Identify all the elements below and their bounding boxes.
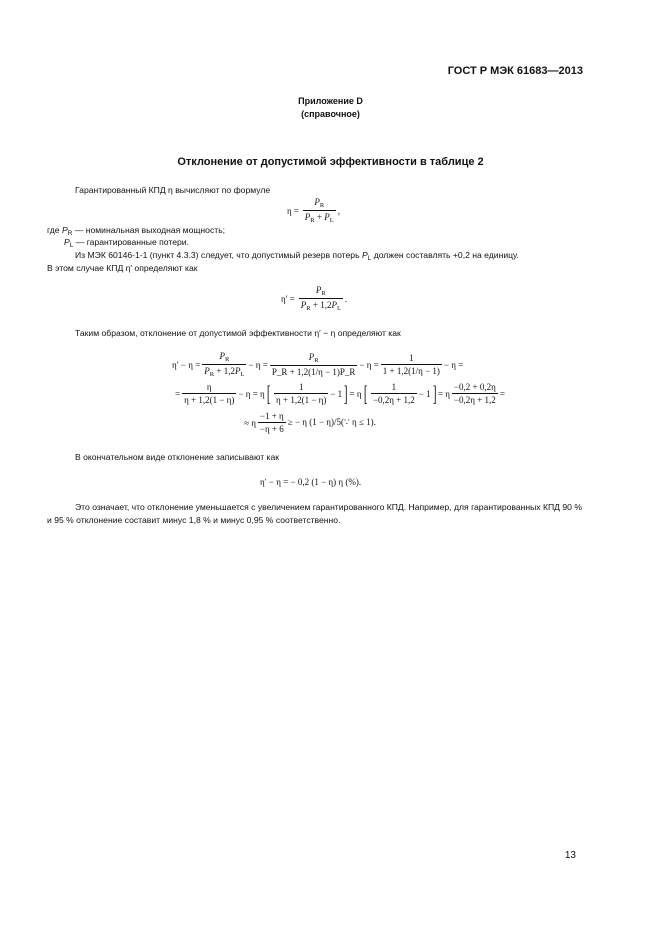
definition-pl: $P_L$ — гарантированные потери. (64, 237, 189, 249)
appendix-subtitle: (справочное) (301, 109, 360, 119)
formula-eta-prime: η′ = $\frac{P_R}{P_R + 1,2P_L}$ . (281, 285, 348, 312)
eta-symbol: η (287, 205, 292, 216)
paragraph-2: Из МЭК 60146-1-1 (пункт 4.3.3) следует, что допустимый резерв потерь $P_L$ должен составлять +0,2 на единицу. (75, 250, 519, 262)
paragraph-1: Гарантированный КПД η вычисляют по формуле (75, 185, 271, 195)
equals-sign: = (293, 205, 299, 216)
page-number: 13 (564, 850, 576, 861)
document-code: ГОСТ Р МЭК 61683—2013 (447, 65, 583, 77)
fraction: $\frac{P_R}{P_R + 1,2P_L}$ (300, 285, 341, 312)
fraction: $\frac{1}{1 + 1,2(1/\eta - 1)}$ (382, 353, 440, 376)
formula-deviation-row-3: ≈ η $\frac{-1 + \eta}{-\eta + 6}$ ≥ − η (1 − η)/5(∵ η ≤ 1). (244, 411, 376, 434)
fraction: $\frac{\eta}{\eta + 1,2(1 - \eta)}$ (184, 382, 235, 405)
fraction: $\frac{P_R}{P\_R + 1,2(1/\eta - 1)P\_R}$ (271, 352, 356, 377)
fraction: $\frac{1}{-0,2\eta + 1,2}$ (372, 382, 415, 405)
formula-deviation-row-2: = $\frac{\eta}{\eta + 1,2(1 - \eta)}$ − η = η [ $\frac{1}{\eta + 1,2(1 - \eta)}$ − 1 ] = η [ $\frac{1}{-0,2\eta + 1,2}$ − 1 ] = η $\frac{-0,2 + 0,2\eta}{-0,2\eta + 1,2}$ = (175, 380, 505, 406)
fraction: $\frac{-1 + \eta}{-\eta + 6}$ (259, 411, 284, 434)
paragraph-5: В окончательном виде отклонение записывают как (75, 452, 280, 462)
paragraph-3: В этом случае КПД η′ определяют как (47, 263, 198, 273)
fraction: $\frac{-0,2 + 0,2\eta}{-0,2\eta + 1,2}$ (453, 382, 496, 405)
appendix-title: Приложение D (298, 96, 363, 106)
formula-deviation-row-1: η′ − η = $\frac{P_R}{P_R + 1,2P_L}$ − η = $\frac{P_R}{P\_R + 1,2(1/\eta - 1)P\_R}$ − η = $\frac{1}{1 + 1,2(1/\eta - 1)}$ − η = (172, 351, 464, 378)
fraction: $\frac{P_R}{P_R + P_L}$ (304, 197, 334, 224)
fraction: $\frac{1}{\eta + 1,2(1 - \eta)}$ (276, 382, 327, 405)
paragraph-6: Это означает, что отклонение уменьшается с увеличением гарантированного КПД. Например, для гарантированных КПД 90 % и 95 % отклонение составит минус 1,8 % и минус 0,95 % соответственно. (47, 502, 582, 525)
formula-efficiency: η = $\frac{P_R}{P_R + P_L}$ , (287, 197, 340, 224)
formula-final: η′ − η = − 0,2 (1 − η) η (%). (260, 477, 362, 487)
paragraph-4: Таким образом, отклонение от допустимой эффективности η′ − η определяют как (75, 328, 401, 338)
section-title: Отклонение от допустимой эффективности в таблице 2 (177, 156, 484, 168)
definition-pr: где $P_R$ — номинальная выходная мощность; (47, 225, 226, 237)
fraction: $\frac{P_R}{P_R + 1,2P_L}$ (204, 351, 245, 378)
